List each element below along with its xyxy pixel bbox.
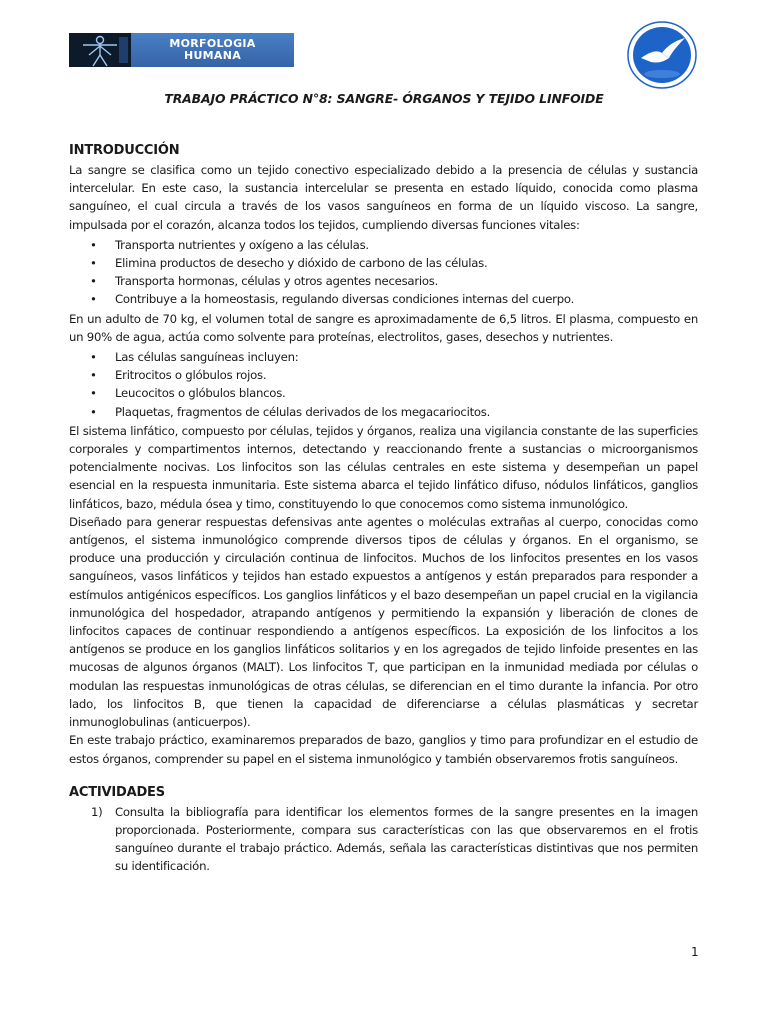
list-item: • Leucocitos o glóbulos blancos.: [69, 384, 698, 402]
intro-paragraph-2: En un adulto de 70 kg, el volumen total de sangre es aproximadamente de 6,5 litros. El plasma, compuesto en un 90% de agua, actúa como solvente para proteínas, electrolitos, gases, desechos y nutrientes.: [69, 311, 698, 344]
intro-paragraph-4: Diseñado para generar respuestas defensivas ante agentes o moléculas extrañas al cuerpo, conocidas como antígenos, el sistema inmunológico comprende diversos tipos de células y órganos. En el organismo, se produce una producción y circulación continua de linfocitos. Muchos de los linfocitos presentes en los vasos sanguíneos, vasos linfáticos y tejidos han estado expuestos a antígenos y están preparados para responder a estímulos antigénicos específicos. Los ganglios linfáticos y el bazo desempeñan un papel crucial en la vigilancia inmunológica del hospedador, atrapando antígenos y permitiendo la expansión y liberación de clones de linfocitos capaces de continuar respondiendo a antígenos específicos. La exposición de los linfocitos a los antígenos se produce en los ganglios linfáticos solitarios y en los agregados de tejido linfoide presentes en las mucosas de algunos órganos (MALT). Los linfocitos T, que participan en la inmunidad mediada por células o modulan las respuestas inmunológicas de otras células, se diferencian en el timo durante la infancia. Por otro lado, los linfocitos B, que tienen la capacidad de diferenciarse a células plasmáticas y secretar inmunoglobulinas (anticuerpos).: [69, 514, 698, 730]
activities-list: [69, 803, 698, 876]
page-number: 1: [691, 945, 699, 959]
list-item: • Eritrocitos o glóbulos rojos.: [69, 366, 698, 384]
document-body: [69, 141, 698, 876]
intro-paragraph-5: En este trabajo práctico, examinaremos preparados de bazo, ganglios y timo para profundizar en el estudio de estos órganos, comprender su papel en el sistema inmunológico y también observaremos frotis sanguíneos.: [69, 733, 698, 766]
activity-text: Consulta la bibliografía para identificar los elementos formes de la sangre presentes en la imagen proporcionada. Posteriormente, compara sus características con las que observaremos en el frotis sanguíneo durante el trabajo práctico. Además, señala las características distintivas que nos permiten su identificación.: [115, 804, 698, 874]
intro-paragraph-3: El sistema linfático, compuesto por células, tejidos y órganos, realiza una vigilancia constante de las superficies corporales y compartimentos internos, detectando y reaccionando frente a sustancias o microorganismos potencialmente nocivas. Los linfocitos son las células centrales en este sistema y desempeñan un papel esencial en la respuesta inmunitaria. Este sistema abarca el tejido linfático difuso, nódulos linfáticos, ganglios linfáticos, bazo, médula ósea y timo, constituyendo lo que conocemos como sistema inmunológico.: [69, 423, 698, 511]
blood-cells-list: [69, 348, 698, 421]
anatomy-figure-icon: [69, 33, 131, 67]
document-title: TRABAJO PRÁCTICO N°8: SANGRE- ÓRGANOS Y TEJIDO LINFOIDE: [164, 91, 604, 106]
logo-line-1: MORFOLOGIA: [169, 37, 256, 50]
logo-line-2: HUMANA: [183, 49, 242, 62]
activity-number: 1): [91, 804, 103, 819]
morfologia-humana-logo: [69, 33, 294, 67]
list-item: • Las células sanguíneas incluyen:: [69, 348, 698, 366]
list-item: • Plaquetas, fragmentos de células derivados de los megacariocitos.: [69, 403, 698, 421]
list-item: • Contribuye a la homeostasis, regulando diversas condiciones internas del cuerpo.: [69, 290, 698, 308]
intro-paragraph-1: La sangre se clasifica como un tejido conectivo especializado debido a la presencia de células y sustancia intercelular. En este caso, la sustancia intercelular se presenta en estado líquido, conocida como plasma sanguíneo, el cual circula a través de los vasos sanguíneos en forma de un líquido viscoso. La sangre, impulsada por el corazón, alcanza todos los tejidos, cumpliendo diversas funciones vitales:: [69, 163, 698, 232]
blood-functions-list: [69, 236, 698, 309]
activities-heading: ACTIVIDADES: [69, 784, 165, 800]
list-item: • Elimina productos de desecho y dióxido de carbono de las células.: [69, 254, 698, 272]
introduction-heading: INTRODUCCIÓN: [69, 143, 180, 158]
list-item: • Transporta hormonas, células y otros agentes necesarios.: [69, 272, 698, 290]
list-item: • Transporta nutrientes y oxígeno a las células.: [69, 236, 698, 254]
institution-seal-icon: [625, 20, 699, 90]
activity-item: [69, 803, 698, 876]
